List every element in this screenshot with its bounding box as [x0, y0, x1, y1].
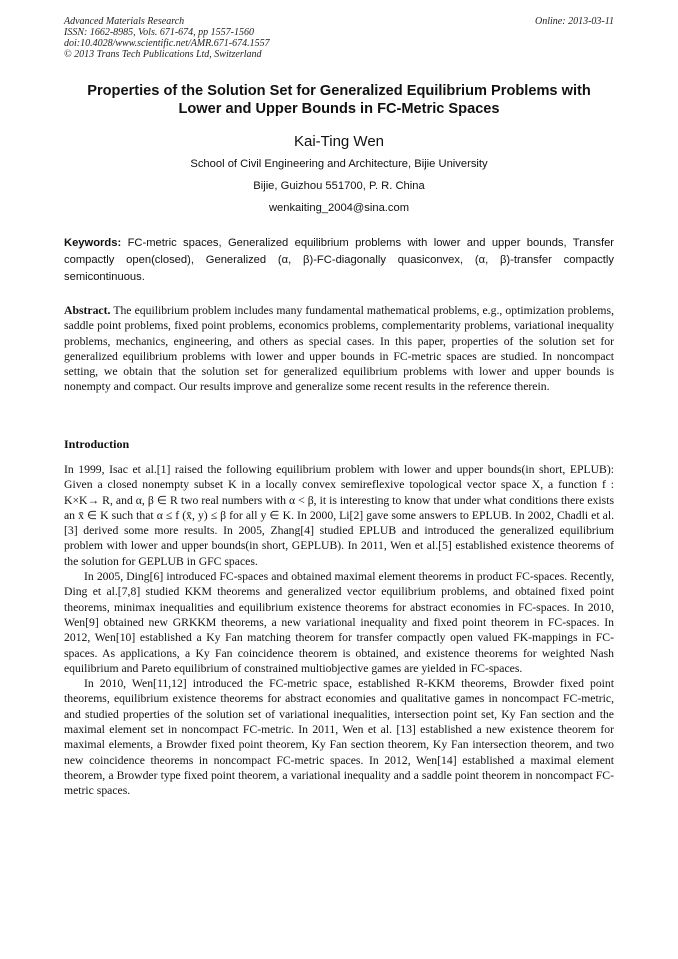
journal-header: [64, 16, 270, 60]
intro-paragraph-1: In 1999, Isac et al.[1] raised the following equilibrium problem with lower and upper bounds(in short, EPLUB): Given a closed nonempty subset K in a locally convex semireflexive topological vector space X, a function f : K×K→ R, and α, β ∈ R two real numbers with α < β, it is interesting to know that under what conditions there exists an x̄ ∈ K such that α ≤ f (x̄, y) ≤ β for all y ∈ K. In 2000, Li[2] gave some answers to EPLUB. In 2002, Chadli et al.[3] derived some more results. In 2005, Zhang[4] studied EPLUB and introduced the generalized equilibrium problem with lower and upper bounds(in short, GEPLUB). In 2011, Wen et al.[5] established existence theorems of the solution for GEPLUB in GFC spaces.: [64, 463, 614, 568]
intro-paragraph-2: In 2005, Ding[6] introduced FC-spaces and obtained maximal element theorems in product FC-spaces. Recently, Ding et al.[7,8] studied KKM theorems and generalized vector equilibrium problems, and obtained fixed point theorems, minimax inequalities and equilibrium existence theorems for abstract economies in FC-spaces. In 2010, Wen[9] obtained new GRKKM theorems, a new variational inequality and fixed point theorem in FC-spaces. In 2012, Wen[10] established a Ky Fan matching theorem for transfer compactly open valued FK-mappings in FC-spaces. As applications, a Ky Fan coincidence theorem is obtained, and existence theorems for weighted Nash equilibrium and Pareto equilibrium of constrained multiobjective games are yielded in FC-spaces.: [64, 570, 614, 675]
keywords: [64, 235, 614, 286]
author-name: Kai-Ting Wen: [293, 133, 385, 150]
abstract-label: Abstract.: [64, 304, 111, 317]
keywords-text: FC-metric spaces, Generalized equilibrium problems with lower and upper bounds, Transfer compactly open(closed), Generalized (α, β)-FC-diagonally quasiconvex, (α, β)-transfer compactly semicontinuous.: [64, 237, 615, 283]
keywords-label: Keywords:: [64, 237, 122, 249]
journal-name: Advanced Materials Research: [64, 16, 185, 27]
title-line-1: Properties of the Solution Set for Generalized Equilibrium Problems with: [87, 83, 591, 99]
section-heading-introduction: Introduction: [64, 437, 130, 451]
affiliation: School of Civil Engineering and Architecture, Bijie University: [190, 158, 488, 170]
introduction-body: [64, 462, 614, 799]
intro-paragraph-3: In 2010, Wen[11,12] introduced the FC-metric space, established R-KKM theorems, Browder fixed point theorems, equilibrium existence theorems for abstract economies and qualitative games in noncompact FC-metric, and studied properties of the solution set of variational inequalities, intersection point set, Ky Fan section and the maximal element set in noncompact FC-metric. In 2011, Wen et al. [13] established a new existence theorem for maximal elements, a Browder fixed point theorem, Ky Fan section theorem, Ky Fan intersection theorem, and two new coincidence theorems in noncompact FC-metric spaces. In 2012, Wen[14] established a maximal element theorem, a Browder type fixed point theorem, a variational inequality and a saddle point theorem in noncompact FC-metric spaces.: [64, 677, 614, 798]
online-date: Online: 2013-03-11: [535, 16, 614, 27]
abstract: [64, 303, 614, 395]
address: Bijie, Guizhou 551700, P. R. China: [253, 180, 425, 192]
doi-line: doi:10.4028/www.scientific.net/AMR.671-674.1557: [64, 38, 270, 49]
issn-line: ISSN: 1662-8985, Vols. 671-674, pp 1557-1560: [64, 27, 254, 38]
copyright-line: © 2013 Trans Tech Publications Ltd, Switzerland: [64, 49, 262, 60]
email: wenkaiting_2004@sina.com: [268, 202, 410, 214]
paper-title: [40, 82, 638, 118]
abstract-text: The equilibrium problem includes many fundamental mathematical problems, e.g., optimization problems, saddle point problems, fixed point problems, economics problems, complementarity problems, variational inequality problems, mechanics, engineering, and others as special cases. In this paper, properties of the solution set for generalized equilibrium problems with lower and upper bounds in FC-metric spaces are studied. In noncompact setting, we obtain that the solution set for generalized equilibrium problems with lower and upper bounds is nonempty and compact. Our results improve and generalize some recent results in the reference therein.: [64, 304, 614, 394]
title-line-2: Lower and Upper Bounds in FC-Metric Spaces: [178, 101, 500, 117]
